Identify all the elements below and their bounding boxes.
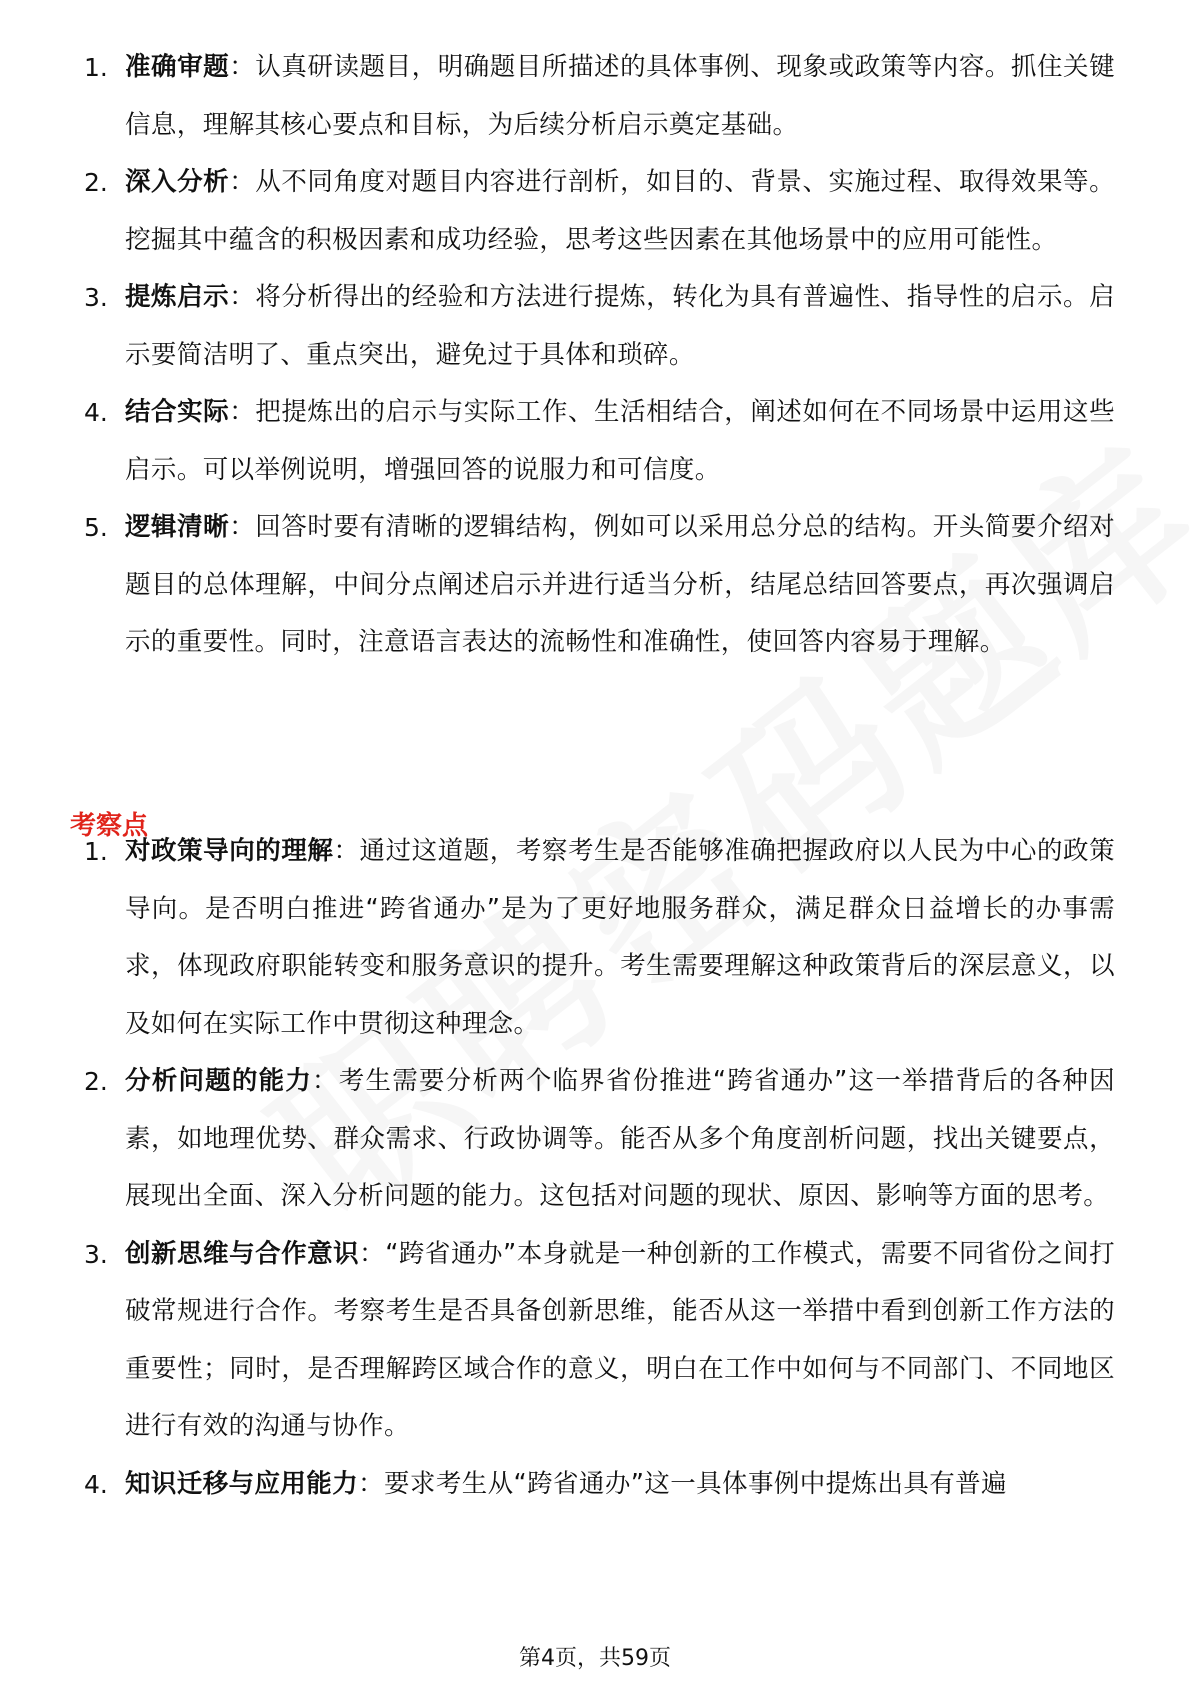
list-item (0, 154, 1190, 269)
list-item-number: 4. (84, 398, 108, 427)
list-item-separator: ： (229, 512, 256, 542)
list-item (0, 823, 1190, 1053)
list-item-separator: ： (359, 1238, 386, 1269)
list-item-keyword: 分析问题的能力 (125, 1066, 313, 1096)
list-item-keyword: 准确审题 (125, 52, 230, 82)
section-title: 考察点 (70, 811, 149, 841)
list-item-separator: ： (358, 1468, 385, 1499)
list-item-body: 要求考生从“跨省通办”这一具体事例中提炼出具有普遍 (384, 1468, 1007, 1499)
list-item-separator: ： (229, 52, 256, 82)
page-footer: 第4页，共59页 (519, 1646, 671, 1671)
list-item-separator: ： (333, 836, 360, 866)
list-item-text (125, 1053, 1115, 1226)
list-item-separator: ： (229, 397, 256, 427)
list-item (0, 269, 1190, 384)
list-item-separator: ： (229, 167, 256, 197)
list-item-number: 2. (84, 168, 108, 197)
list-item-body: 把提炼出的启示与实际工作、生活相结合，阐述如何在不同场景中运用这些启示。可以举例说明，增强回答的说服力和可信度。 (125, 397, 1115, 485)
list-item-keyword: 深入分析 (125, 167, 230, 197)
list-item-number: 2. (84, 1067, 108, 1096)
list-item (0, 39, 1190, 154)
list-item-separator: ： (312, 1066, 339, 1096)
list-item-text (125, 154, 1115, 269)
list-item-number: 5. (84, 513, 108, 542)
list-item-number: 4. (84, 1469, 108, 1499)
list-item-body: 通过这道题，考察考生是否能够准确把握政府以人民为中心的政策导向。是否明白推进“跨省通办”是为了更好地服务群众，满足群众日益增长的办事需求，体现政府职能转变和服务意识的提升。考生需要理解这种政策背后的深层意义，以及如何在实际工作中贯彻这种理念。 (125, 836, 1115, 1039)
list-item (0, 384, 1190, 499)
list-item-body: 回答时要有清晰的逻辑结构，例如可以采用总分总的结构。开头简要介绍对题目的总体理解，中间分点阐述启示并进行适当分析，结尾总结回答要点，再次强调启示的重要性。同时，注意语言表达的流畅性和准确性，使回答内容易于理解。 (125, 512, 1115, 657)
exam-points-list (0, 823, 1190, 1513)
list-item (0, 1456, 1190, 1514)
list-item-number: 3. (84, 283, 108, 312)
list-item-body: 认真研读题目，明确题目所描述的具体事例、现象或政策等内容。抓住关键信息，理解其核心要点和目标，为后续分析启示奠定基础。 (125, 52, 1115, 140)
list-item-text (125, 1226, 1115, 1456)
list-item-body: 考生需要分析两个临界省份推进“跨省通办”这一举措背后的各种因素，如地理优势、群众需求、行政协调等。能否从多个角度剖析问题，找出关键要点，展现出全面、深入分析问题的能力。这包括对问题的现状、原因、影响等方面的思考。 (125, 1066, 1115, 1211)
list-item-keyword: 知识迁移与应用能力 (125, 1468, 359, 1499)
list-item-keyword: 创新思维与合作意识 (125, 1238, 360, 1269)
list-item-number: 3. (84, 1239, 108, 1269)
list-item-separator: ： (229, 282, 256, 312)
list-item-keyword: 逻辑清晰 (125, 512, 230, 542)
list-item-text (125, 499, 1115, 672)
list-item-text (125, 823, 1115, 1053)
list-item (0, 1226, 1190, 1456)
list-item-text (125, 384, 1115, 499)
method-list (0, 39, 1190, 672)
list-item-body: “跨省通办”本身就是一种创新的工作模式，需要不同省份之间打破常规进行合作。考察考生是否具备创新思维，能否从这一举措中看到创新工作方法的重要性；同时，是否理解跨区域合作的意义，明白在工作中如何与不同部门、不同地区进行有效的沟通与协作。 (125, 1238, 1115, 1441)
list-item-keyword: 对政策导向的理解 (125, 836, 334, 866)
list-item-text (125, 39, 1115, 154)
list-item-text (125, 269, 1115, 384)
list-item-number: 1. (84, 837, 108, 866)
list-item-body: 从不同角度对题目内容进行剖析，如目的、背景、实施过程、取得效果等。挖掘其中蕴含的积极因素和成功经验，思考这些因素在其他场景中的应用可能性。 (125, 167, 1115, 255)
list-item-keyword: 提炼启示 (125, 282, 230, 312)
list-item-number: 1. (84, 53, 108, 82)
list-item (0, 499, 1190, 672)
list-item-keyword: 结合实际 (125, 397, 230, 427)
list-item (0, 1053, 1190, 1226)
list-item-body: 将分析得出的经验和方法进行提炼，转化为具有普遍性、指导性的启示。启示要简洁明了、重点突出，避免过于具体和琐碎。 (125, 282, 1115, 370)
list-item-text (125, 1456, 1115, 1514)
